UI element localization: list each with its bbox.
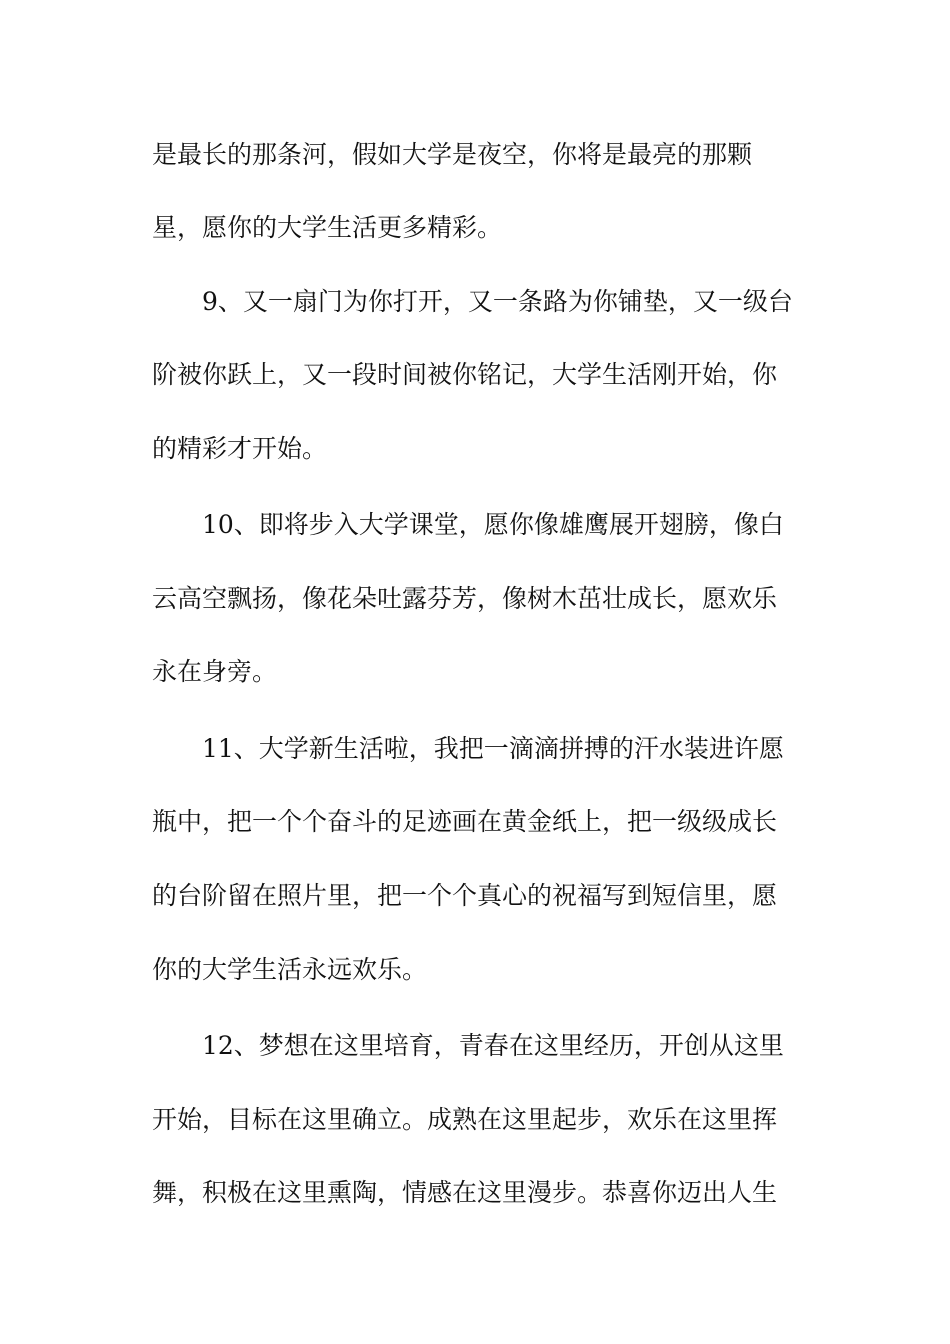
paragraph-12-start: 12、梦想在这里培育，青春在这里经历，开创从这里 xyxy=(202,1031,784,1060)
text-line: 开始，目标在这里确立。成熟在这里起步，欢乐在这里挥 xyxy=(152,1105,778,1134)
text-line: 的台阶留在照片里，把一个个真心的祝福写到短信里，愿 xyxy=(152,881,778,910)
text-line: 永在身旁。 xyxy=(152,657,278,686)
text-line: 的精彩才开始。 xyxy=(152,434,328,463)
text-line: 舞，积极在这里熏陶，情感在这里漫步。恭喜你迈出人生 xyxy=(152,1178,778,1207)
text-line: 阶被你跃上，又一段时间被你铭记，大学生活刚开始，你 xyxy=(152,360,778,389)
text-line: 你的大学生活永远欢乐。 xyxy=(152,955,428,984)
paragraph-11-start: 11、大学新生活啦，我把一滴滴拼搏的汗水装进许愿 xyxy=(202,734,784,763)
paragraph-10-start: 10、即将步入大学课堂，愿你像雄鹰展开翅膀，像白 xyxy=(202,510,784,539)
text-line: 是最长的那条河，假如大学是夜空，你将是最亮的那颗 xyxy=(152,140,753,169)
paragraph-9-start: 9、又一扇门为你打开，又一条路为你铺垫，又一级台 xyxy=(202,287,793,316)
text-line: 瓶中，把一个个奋斗的足迹画在黄金纸上，把一级级成长 xyxy=(152,807,778,836)
text-line: 云高空飘扬，像花朵吐露芬芳，像树木茁壮成长，愿欢乐 xyxy=(152,584,778,613)
text-line: 星，愿你的大学生活更多精彩。 xyxy=(152,213,503,242)
